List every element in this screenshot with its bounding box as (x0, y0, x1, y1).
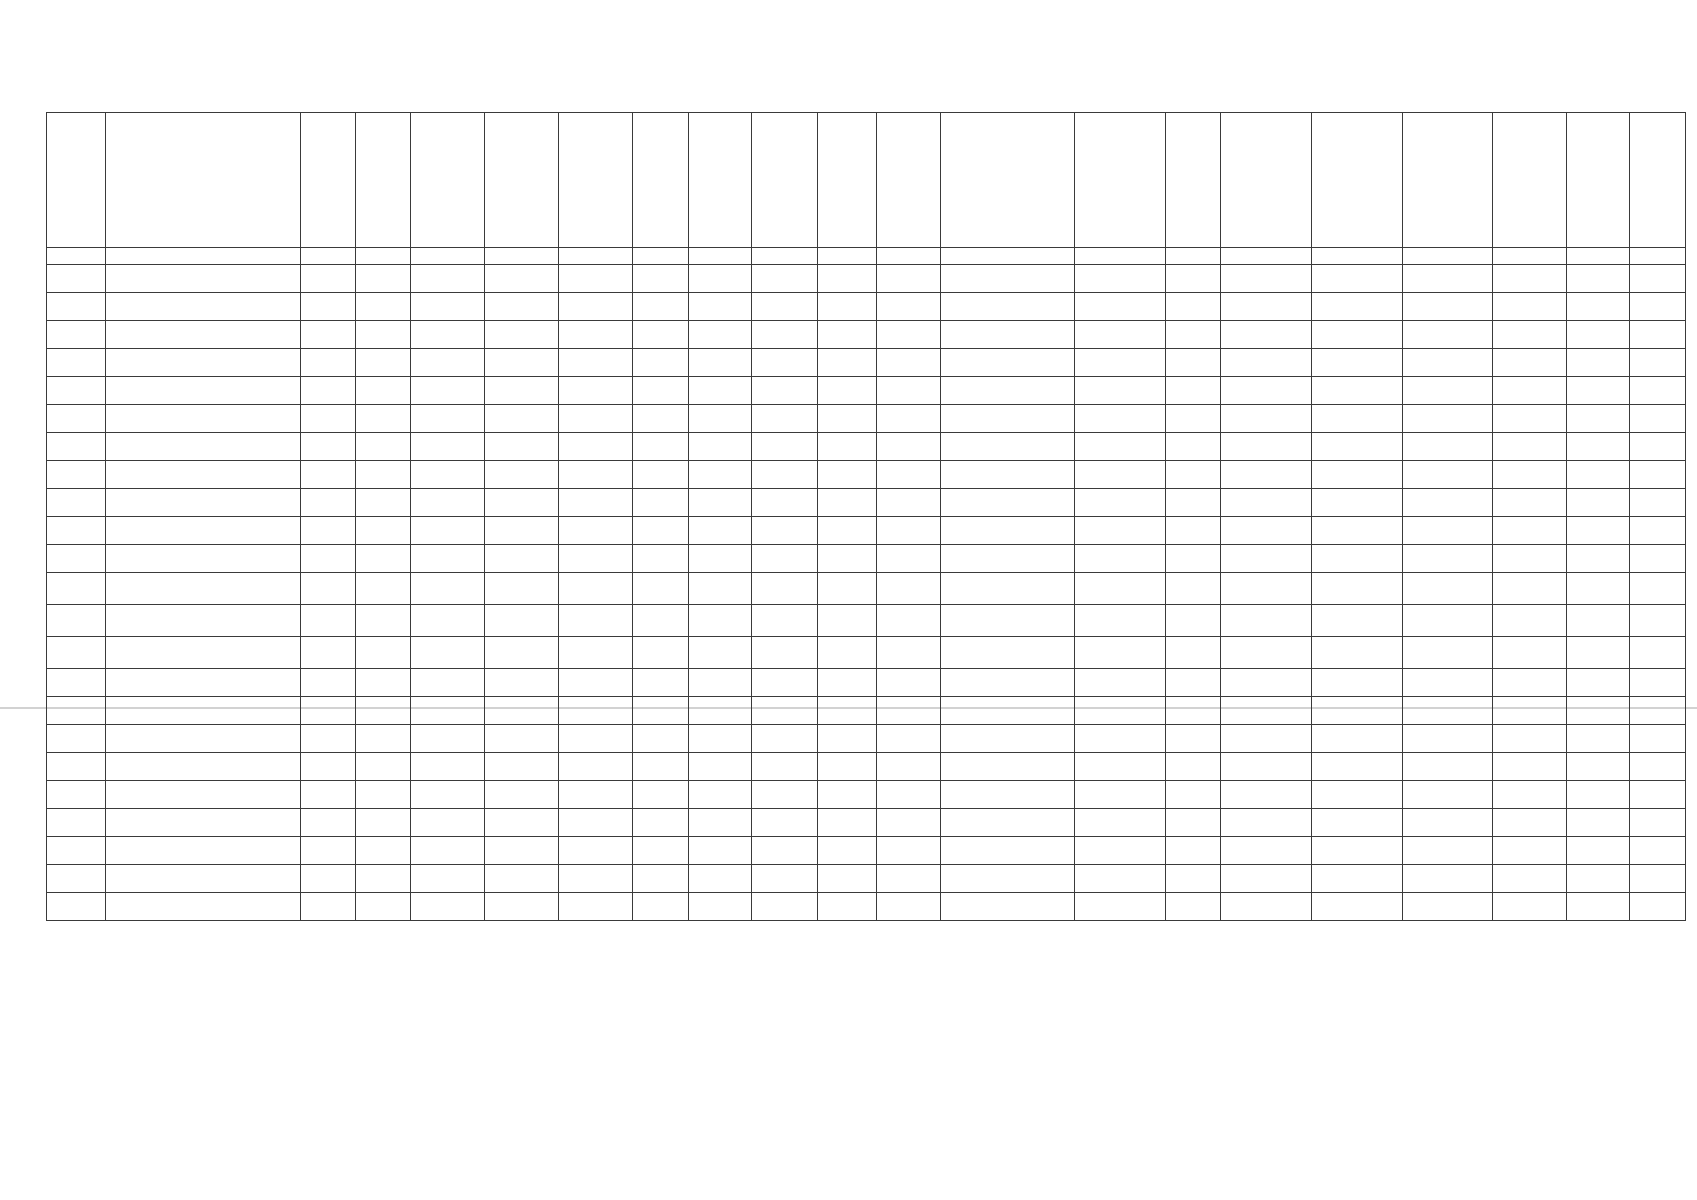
table-row (47, 725, 1686, 753)
table-row (47, 753, 1686, 781)
table-row (47, 669, 1686, 697)
table-row (47, 321, 1686, 349)
table-row (47, 405, 1686, 433)
table-header-row (47, 113, 1686, 248)
table-row (47, 489, 1686, 517)
table-row (47, 637, 1686, 669)
table-row (47, 461, 1686, 489)
table-row (47, 605, 1686, 637)
table-row (47, 433, 1686, 461)
table-row (47, 265, 1686, 293)
table-row (47, 781, 1686, 809)
table-row (47, 545, 1686, 573)
table-row (47, 573, 1686, 605)
table-row (47, 837, 1686, 865)
table-row (47, 809, 1686, 837)
table-row (47, 865, 1686, 893)
table-row (47, 293, 1686, 321)
table-row (47, 517, 1686, 545)
column-index-row (47, 248, 1686, 265)
table-row (47, 697, 1686, 725)
table-row (47, 377, 1686, 405)
capital-repair-table (46, 112, 1686, 921)
table-row (47, 349, 1686, 377)
table-row (47, 893, 1686, 921)
